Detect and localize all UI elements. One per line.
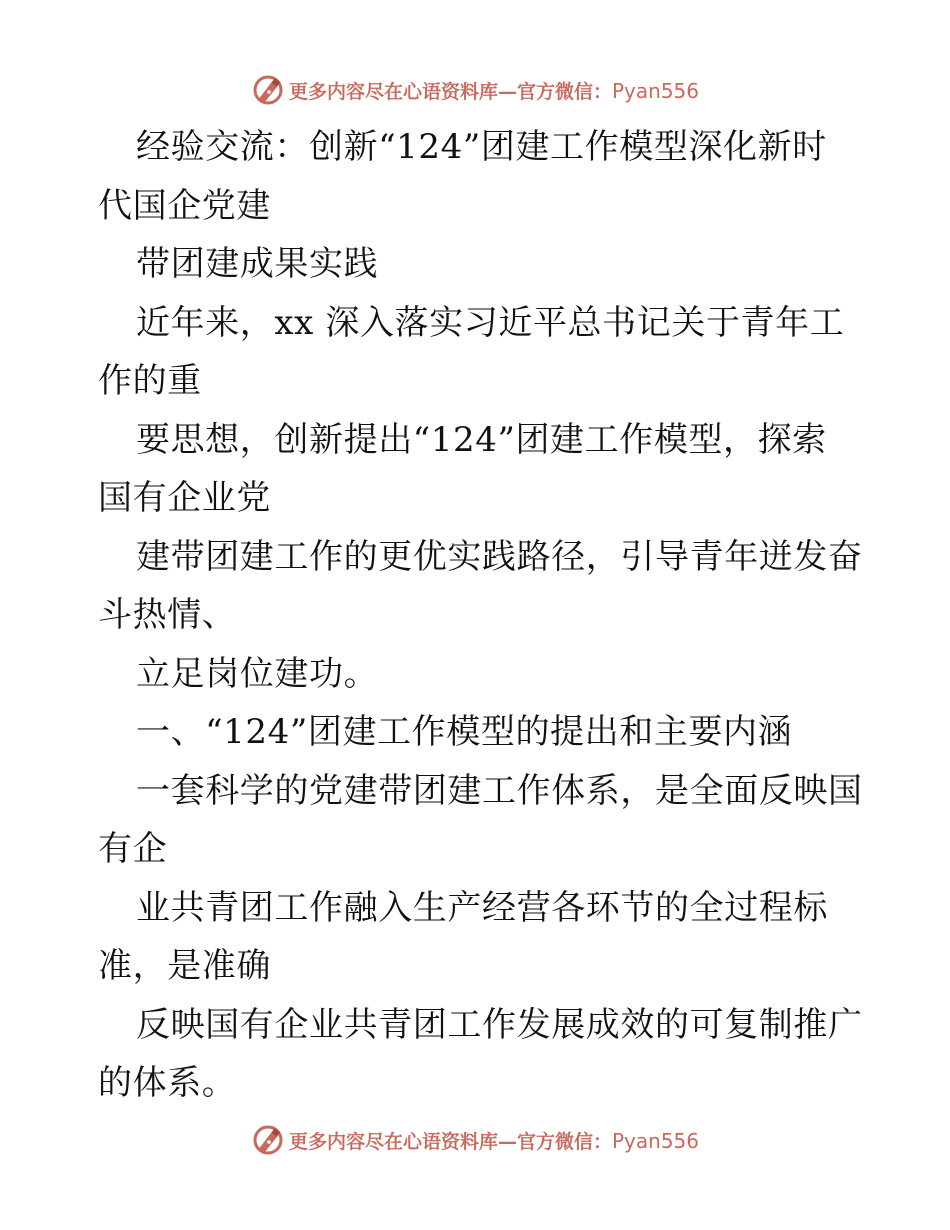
banner-site-text: 更多内容尽在心语资料库 — [288, 1130, 498, 1153]
text-line: 带团建成果实践 — [136, 244, 379, 284]
text-line: 立足岗位建功。 — [136, 653, 379, 694]
banner-handle: Pyan556 — [612, 1128, 700, 1153]
pen-nib-logo-icon — [251, 1123, 285, 1157]
text-line: 建带团建工作的更优实践路径，引导青年迸发奋 — [136, 536, 863, 577]
text-line: 业共青团工作融入生产经营各环节的全过程标 — [136, 887, 828, 928]
pen-nib-logo-icon — [251, 73, 285, 107]
text-line: 代国企党建 — [98, 185, 271, 226]
banner-handle: Pyan556 — [612, 78, 700, 103]
text-line: 准，是准确 — [98, 946, 271, 986]
text-line: 经验交流：创新“124”团建工作模型深化新时 — [136, 127, 827, 167]
text-line: 作的重 — [98, 361, 202, 401]
banner-contact-label: 官方微信： — [516, 1130, 612, 1153]
banner-separator: — — [497, 80, 517, 103]
text-line: 要思想，创新提出“124”团建工作模型，探索 — [136, 419, 827, 460]
text-line: 一、“124”团建工作模型的提出和主要内涵 — [136, 712, 793, 752]
text-line: 斗热情、 — [98, 595, 237, 635]
banner-contact-label: 官方微信： — [516, 80, 612, 103]
text-line: 一套科学的党建带团建工作体系，是全面反映国 — [136, 770, 863, 811]
text-line: 近年来，xx 深入落实习近平总书记关于青年工 — [136, 302, 845, 343]
banner-separator: — — [497, 1130, 517, 1153]
document-body — [98, 118, 863, 1113]
text-line: 有企 — [98, 829, 168, 869]
text-line: 国有企业党 — [98, 478, 271, 518]
text-line: 反映国有企业共青团工作发展成效的可复制推广 — [136, 1004, 863, 1045]
banner-site-text: 更多内容尽在心语资料库 — [288, 80, 498, 103]
footer-watermark-banner — [0, 1122, 950, 1158]
header-watermark-banner — [0, 72, 950, 108]
text-line: 的体系。 — [98, 1063, 237, 1103]
